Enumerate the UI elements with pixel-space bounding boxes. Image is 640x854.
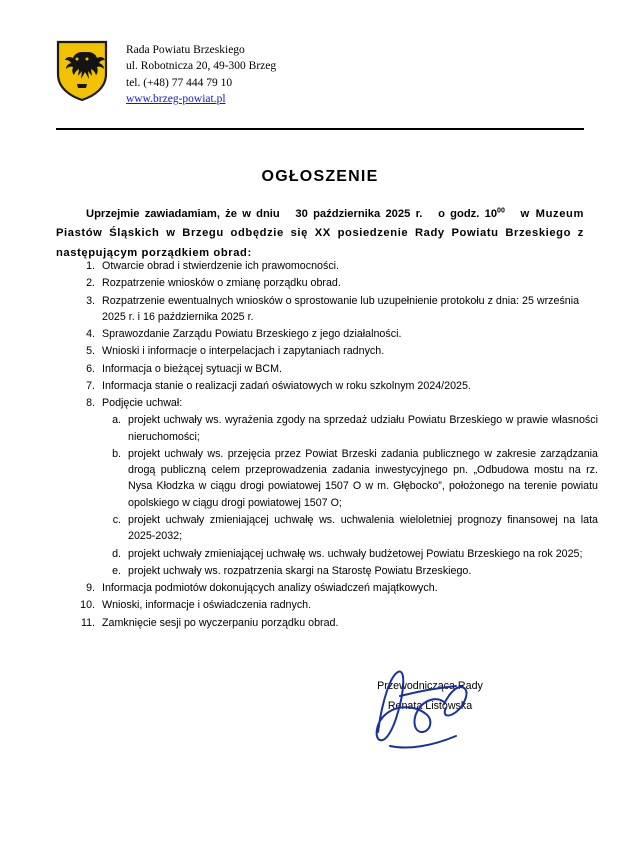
signature-role: Przewodnicząca Rady xyxy=(377,680,483,692)
intro-part3: w Muzeum Piastów Śląskich w Brzegu odbędzie się XX posiedzenie Rady Powiatu Brzeskiego z następującym porządkiem obrad: xyxy=(56,208,585,259)
list-item xyxy=(98,343,598,359)
agenda-item-text: Wnioski, informacje i oświadczenia radnych. xyxy=(102,599,312,612)
agenda-item-text: Informacja o bieżącej sytuacji w BCM. xyxy=(102,362,282,375)
list-item xyxy=(98,597,598,613)
list-item xyxy=(98,275,598,291)
list-item xyxy=(98,395,598,579)
organization-details xyxy=(126,38,276,107)
agenda-item-text: Sprawozdanie Zarządu Powiatu Brzeskiego z jego działalności. xyxy=(102,328,402,341)
org-phone: tel. (+48) 77 444 79 10 xyxy=(126,76,233,89)
intro-part2: o godz. 10 xyxy=(438,208,498,220)
list-item xyxy=(124,563,598,579)
list-item xyxy=(124,412,598,445)
intro-date: 30 października 2025 r. xyxy=(295,208,423,220)
list-item xyxy=(98,361,598,377)
intro-time-superscript: 00 xyxy=(497,207,505,215)
list-item xyxy=(98,615,598,631)
list-item xyxy=(98,326,598,342)
page-title: OGŁOSZENIE xyxy=(261,168,379,185)
org-address: ul. Robotnicza 20, 49-300 Brzeg xyxy=(126,60,277,73)
list-item xyxy=(124,446,598,511)
agenda-item-text: Informacja stanie o realizacji zadań oświatowych w roku szkolnym 2024/2025. xyxy=(102,379,471,392)
list-item xyxy=(124,512,598,545)
intro-part1: Uprzejmie zawiadamiam, że w dniu xyxy=(86,208,280,220)
agenda-item-text: Zamknięcie sesji po wyczerpaniu porządku obrad. xyxy=(102,616,339,629)
signature-block xyxy=(320,676,540,717)
letterhead xyxy=(56,38,584,107)
agenda-subitem-text: projekt uchwały ws. rozpatrzenia skargi na Starostę Powiatu Brzeskiego. xyxy=(128,564,472,577)
agenda-subitem-text: projekt uchwały ws. wyrażenia zgody na sprzedaż udziału Powiatu Brzeskiego w prawie własności nieruchomości; xyxy=(128,414,598,443)
agenda-item-text: Wnioski i informacje o interpelacjach i zapytaniach radnych. xyxy=(102,345,385,358)
list-item xyxy=(98,378,598,394)
agenda-subitem-text: projekt uchwały zmieniającej uchwałę ws. uchwalenia wieloletniej prognozy finansowej na lata 2025-2032; xyxy=(128,513,598,543)
agenda-subitem-text: projekt uchwały zmieniającej uchwałę ws. uchwały budżetowej Powiatu Brzeskiego na rok 2025; xyxy=(128,547,583,560)
agenda-sublist xyxy=(102,412,598,579)
agenda-item-text: Rozpatrzenie ewentualnych wniosków o sprostowanie lub uzupełnienie protokołu z dnia: 25 września 2025 r. i 16 października 2025 r. xyxy=(102,294,580,323)
org-website-link[interactable]: www.brzeg-powiat.pl xyxy=(126,92,226,105)
agenda-item-text: Informacja podmiotów dokonujących analizy oświadczeń majątkowych. xyxy=(102,582,438,595)
coat-of-arms-icon xyxy=(56,40,108,102)
agenda-subitem-text: projekt uchwały ws. przejęcia przez Powiat Brzeski zadania publicznego w zakresie zarządzania drogą publiczną celem przeprowadzenia zadania inwestycyjnego pn. „Odbudowa mostu na rz. Nysa Kłodzka w ciągu drogi powiatowej 1507 O w m. Głębocko”, położonego na terenie powiatu opolskiego w ciągu drogi powiatowej 1507 O; xyxy=(128,447,598,509)
agenda-list xyxy=(70,258,598,632)
signature-name: Renata Listowska xyxy=(387,700,473,713)
org-name: Rada Powiatu Brzeskiego xyxy=(126,44,245,56)
agenda-item-text: Podjęcie uchwał: xyxy=(102,397,183,410)
list-item xyxy=(98,580,598,596)
list-item xyxy=(98,258,598,274)
list-item xyxy=(124,546,598,562)
intro-paragraph xyxy=(56,205,584,263)
agenda-item-text: Otwarcie obrad i stwierdzenie ich prawomocności. xyxy=(102,260,340,272)
list-item xyxy=(98,293,598,326)
agenda-item-text: Rozpatrzenie wniosków o zmianę porządku obrad. xyxy=(102,277,341,290)
header-divider xyxy=(56,128,584,130)
